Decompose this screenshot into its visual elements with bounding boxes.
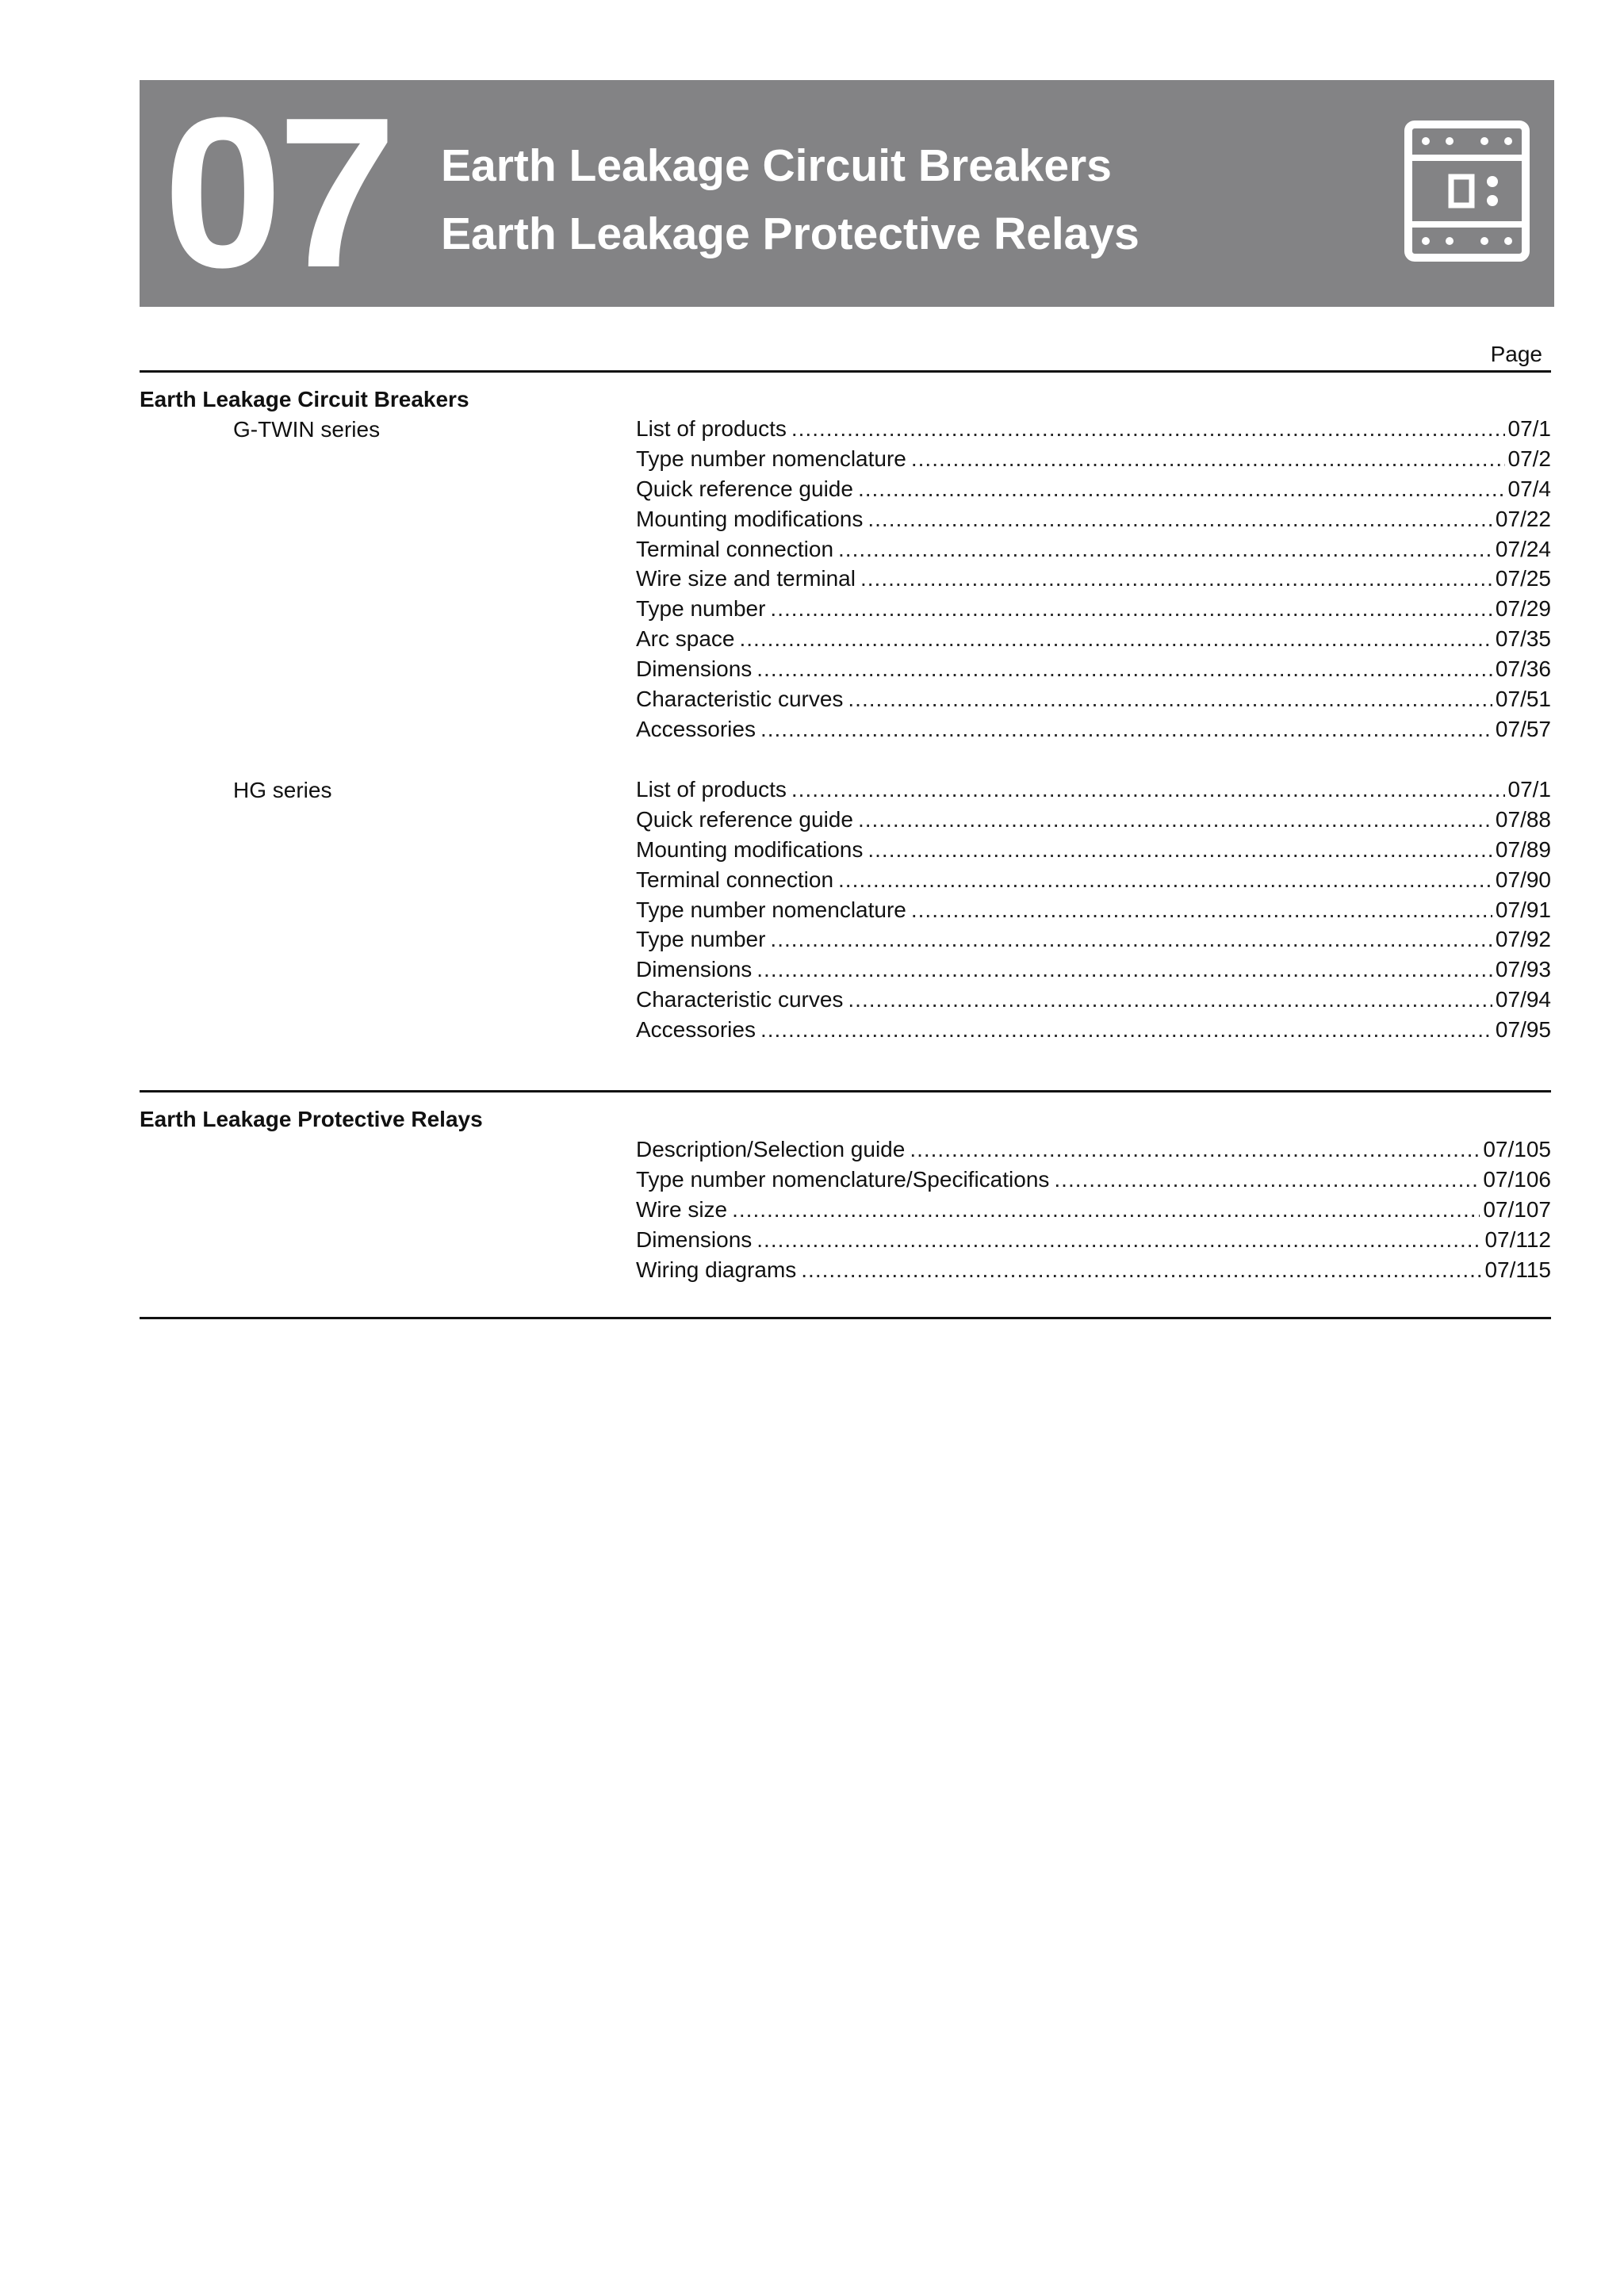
toc-entry-label: Characteristic curves	[636, 687, 844, 712]
toc-entry[interactable]	[636, 564, 1551, 594]
toc-entry-page: 07/2	[1507, 446, 1551, 471]
toc-entry[interactable]	[636, 1015, 1551, 1045]
toc-entry[interactable]	[636, 474, 1551, 504]
toc-leader-dots	[1054, 1165, 1480, 1195]
toc-entry-page: 07/4	[1507, 476, 1551, 501]
toc-entry-page: 07/90	[1495, 867, 1551, 892]
toc-leader-dots	[740, 624, 1492, 654]
toc-leader-dots	[732, 1195, 1480, 1225]
toc-entry-label: Description/Selection guide	[636, 1137, 906, 1161]
toc-entry[interactable]	[636, 444, 1551, 474]
toc-entry-label: Wiring diagrams	[636, 1257, 797, 1282]
chapter-title-line1: Earth Leakage Circuit Breakers	[441, 140, 1112, 191]
toc-list-g-twin	[636, 414, 1551, 744]
toc-leader-dots	[756, 1225, 1481, 1255]
page-column-label: Page	[1490, 342, 1542, 366]
toc-entry[interactable]	[636, 594, 1551, 624]
toc-leader-dots	[770, 594, 1492, 624]
toc-entry[interactable]	[636, 1135, 1551, 1165]
series-label-g-twin: G-TWIN series	[233, 417, 381, 442]
toc-entry-label: Wire size	[636, 1196, 728, 1222]
toc-entry[interactable]	[636, 835, 1551, 865]
toc-leader-dots	[848, 684, 1492, 714]
toc-leader-dots	[858, 805, 1492, 835]
toc-entry-label: Terminal connection	[636, 536, 834, 561]
toc-leader-dots	[801, 1255, 1481, 1285]
section-title-protective-relays: Earth Leakage Protective Relays	[140, 1107, 483, 1131]
toc-leader-dots	[770, 924, 1492, 955]
toc-entry[interactable]	[636, 1255, 1551, 1285]
toc-entry-page: 07/36	[1495, 656, 1551, 682]
toc-leader-dots	[860, 564, 1492, 594]
chapter-number: 07	[163, 74, 393, 312]
toc-entry-page: 07/107	[1483, 1196, 1551, 1222]
toc-list-hg	[636, 775, 1551, 1045]
toc-entry[interactable]	[636, 654, 1551, 684]
toc-leader-dots	[838, 534, 1492, 564]
toc-leader-dots	[911, 444, 1505, 474]
toc-entry-label: Type number nomenclature	[636, 446, 906, 471]
toc-list-relays	[636, 1135, 1551, 1284]
toc-entry-label: Type number	[636, 596, 766, 622]
toc-entry-page: 07/88	[1495, 806, 1551, 832]
toc-entry-page: 07/92	[1495, 927, 1551, 952]
toc-entry[interactable]	[636, 504, 1551, 534]
toc-entry-page: 07/89	[1495, 836, 1551, 862]
toc-entry-label: Type number nomenclature	[636, 897, 906, 922]
toc-entry[interactable]	[636, 805, 1551, 835]
toc-leader-dots	[760, 1015, 1492, 1045]
toc-leader-dots	[791, 775, 1505, 805]
toc-leader-dots	[791, 414, 1505, 444]
toc-entry[interactable]	[636, 865, 1551, 895]
divider-bottom	[140, 1317, 1551, 1319]
toc-entry[interactable]	[636, 1195, 1551, 1225]
toc-entry-label: List of products	[636, 416, 787, 441]
toc-leader-dots	[848, 985, 1492, 1015]
toc-entry[interactable]	[636, 955, 1551, 985]
divider-middle	[140, 1090, 1551, 1093]
toc-entry-page: 07/105	[1483, 1137, 1551, 1161]
divider-top	[140, 370, 1551, 373]
toc-entry[interactable]	[636, 624, 1551, 654]
toc-entry-label: Accessories	[636, 1017, 756, 1043]
toc-entry-label: Mounting modifications	[636, 836, 864, 862]
toc-entry-label: Quick reference guide	[636, 806, 853, 832]
toc-entry-label: Dimensions	[636, 1226, 753, 1252]
toc-entry-page: 07/95	[1495, 1017, 1551, 1043]
toc-entry-label: Mounting modifications	[636, 506, 864, 531]
toc-entry-label: Type number nomenclature/Specifications	[636, 1166, 1050, 1192]
toc-leader-dots	[760, 714, 1492, 744]
toc-entry-page: 07/94	[1495, 987, 1551, 1012]
toc-leader-dots	[858, 474, 1505, 504]
chapter-title-line2: Earth Leakage Protective Relays	[441, 209, 1139, 259]
toc-leader-dots	[868, 504, 1492, 534]
toc-entry-page: 07/25	[1495, 566, 1551, 591]
toc-entry-label: Quick reference guide	[636, 476, 853, 501]
toc-entry-page: 07/35	[1495, 626, 1551, 652]
toc-entry[interactable]	[636, 895, 1551, 925]
toc-entry-page: 07/29	[1495, 596, 1551, 622]
toc-entry[interactable]	[636, 534, 1551, 564]
toc-leader-dots	[756, 955, 1492, 985]
toc-entry[interactable]	[636, 985, 1551, 1015]
toc-entry-page: 07/112	[1484, 1226, 1551, 1252]
toc-entry-page: 07/1	[1507, 777, 1551, 802]
toc-entry[interactable]	[636, 924, 1551, 955]
circuit-breaker-module-icon	[1404, 120, 1530, 262]
toc-entry-label: Dimensions	[636, 957, 753, 982]
toc-entry-page: 07/51	[1495, 687, 1551, 712]
chapter-banner	[140, 74, 1554, 312]
toc-entry-page: 07/93	[1495, 957, 1551, 982]
toc-entry-page: 07/24	[1495, 536, 1551, 561]
toc-entry[interactable]	[636, 1225, 1551, 1255]
toc-entry[interactable]	[636, 414, 1551, 444]
toc-entry[interactable]	[636, 684, 1551, 714]
toc-entry-label: Dimensions	[636, 656, 753, 682]
section-title-circuit-breakers: Earth Leakage Circuit Breakers	[140, 387, 469, 411]
toc-entry-label: Wire size and terminal	[636, 566, 856, 591]
series-label-hg: HG series	[233, 778, 332, 802]
toc-leader-dots	[910, 1135, 1480, 1165]
toc-entry-label: Accessories	[636, 716, 756, 741]
toc-entry-page: 07/1	[1507, 416, 1551, 441]
toc-leader-dots	[868, 835, 1492, 865]
toc-entry-page: 07/22	[1495, 506, 1551, 531]
toc-entry-page: 07/57	[1495, 716, 1551, 741]
toc-entry-label: List of products	[636, 777, 787, 802]
toc-leader-dots	[756, 654, 1492, 684]
toc-entry[interactable]	[636, 714, 1551, 744]
toc-entry-label: Terminal connection	[636, 867, 834, 892]
toc-entry-label: Type number	[636, 927, 766, 952]
toc-leader-dots	[838, 865, 1492, 895]
toc-entry-label: Arc space	[636, 626, 735, 652]
toc-leader-dots	[911, 895, 1492, 925]
toc-entry-page: 07/115	[1484, 1257, 1551, 1282]
toc-entry-page: 07/91	[1495, 897, 1551, 922]
toc-entry-label: Characteristic curves	[636, 987, 844, 1012]
toc-entry[interactable]	[636, 775, 1551, 805]
toc-entry-page: 07/106	[1483, 1166, 1551, 1192]
toc-entry[interactable]	[636, 1165, 1551, 1195]
